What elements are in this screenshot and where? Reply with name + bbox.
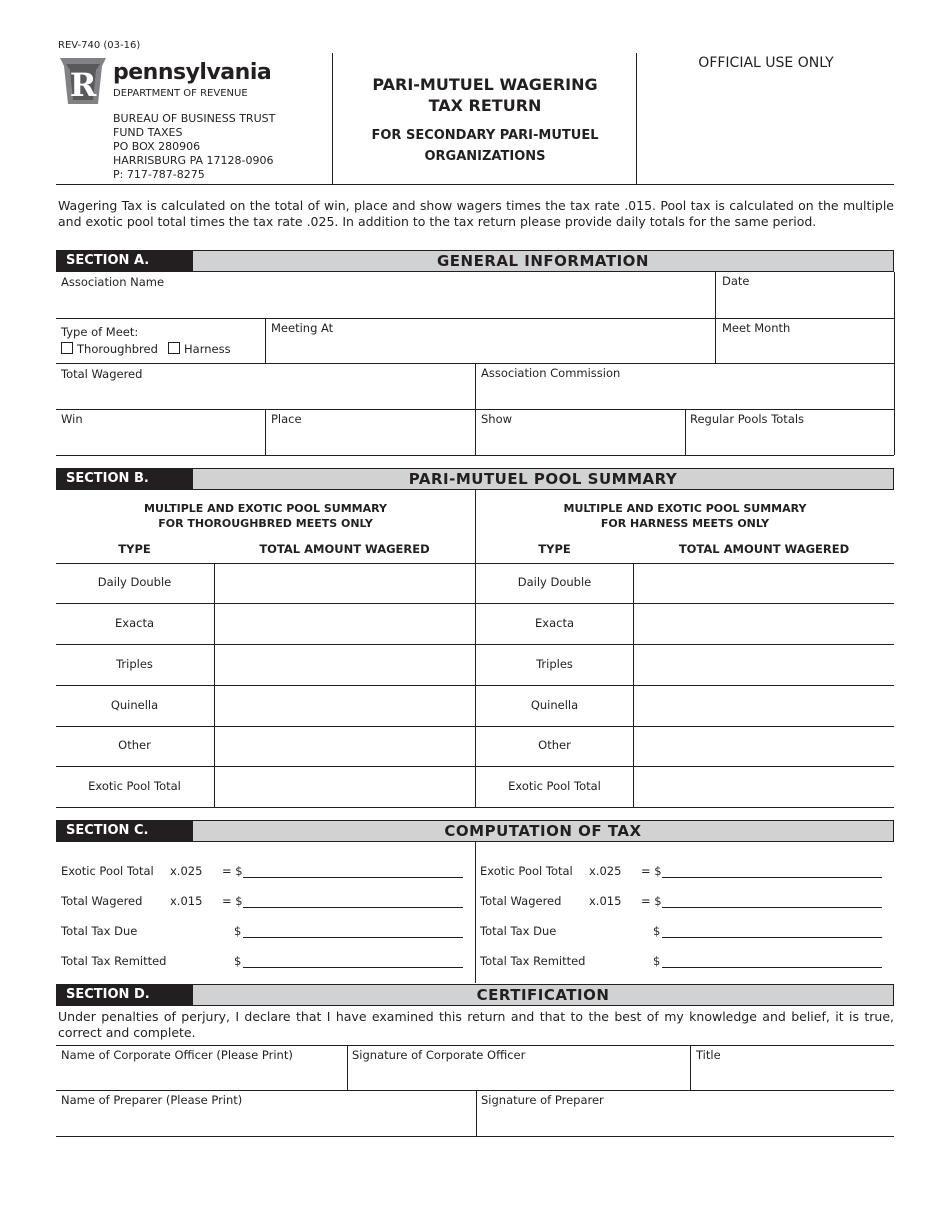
table-rule	[56, 685, 894, 686]
total-wagered-field[interactable]: Total Wagered	[61, 367, 143, 381]
section-title: GENERAL INFORMATION	[192, 250, 894, 272]
section-c-header	[56, 820, 894, 842]
field-rule	[56, 318, 894, 319]
header-divider	[332, 53, 333, 184]
pool-type-cell: Daily Double	[97, 575, 172, 589]
total-column-header: TOTAL AMOUNT WAGERED	[259, 542, 430, 556]
field-divider	[476, 1090, 477, 1136]
checkbox-icon[interactable]	[168, 342, 180, 354]
equals-dollar: = $	[641, 894, 662, 908]
dollar-sign: $	[234, 924, 242, 938]
official-use-only: OFFICIAL USE ONLY	[698, 55, 834, 71]
type-of-meet-label: Type of Meet:	[61, 325, 139, 339]
pool-type-cell: Exotic Pool Total	[508, 779, 601, 793]
pool-type-cell: Daily Double	[517, 575, 592, 589]
date-field[interactable]: Date	[722, 274, 750, 288]
address-line: PO BOX 280906	[113, 140, 201, 153]
keystone-logo-icon	[58, 58, 108, 106]
header-rule	[56, 184, 894, 185]
rate-label: x.015	[170, 894, 203, 908]
wagering-tax-input[interactable]	[662, 907, 882, 908]
show-field[interactable]: Show	[481, 412, 513, 426]
field-rule	[56, 455, 894, 456]
section-b-header	[56, 468, 894, 490]
pool-type-cell: Exacta	[115, 616, 154, 630]
instructions-text: Wagering Tax is calculated on the total of win, place and show wagers times the tax rate .015. Pool tax is calculated on the multiple and exotic pool total times the tax rate .025. In addition to the tax return please provide daily totals for the same period.	[58, 198, 894, 229]
exotic-pool-tax-input[interactable]	[662, 877, 882, 878]
total-tax-remitted-label: Total Tax Remitted	[61, 954, 167, 968]
regular-pools-totals-field[interactable]: Regular Pools Totals	[690, 412, 805, 426]
table-divider	[214, 563, 215, 807]
section-label: SECTION D.	[56, 984, 192, 1006]
total-wagered-label: Total Wagered	[61, 894, 143, 908]
equals-dollar: = $	[222, 894, 243, 908]
thoroughbred-pool-heading	[56, 501, 475, 531]
pool-type-cell: Exacta	[535, 616, 574, 630]
form-title	[334, 74, 636, 167]
field-divider	[685, 409, 686, 455]
section-label: SECTION B.	[56, 468, 192, 490]
address-line: BUREAU OF BUSINESS TRUST	[113, 112, 276, 125]
association-name-field[interactable]: Association Name	[61, 275, 165, 289]
heading-line: FOR THOROUGHBRED MEETS ONLY	[158, 517, 373, 530]
wagering-tax-input[interactable]	[243, 907, 463, 908]
harness-label: Harness	[184, 342, 231, 356]
heading-line: MULTIPLE AND EXOTIC POOL SUMMARY	[563, 502, 807, 515]
total-tax-remitted-input[interactable]	[243, 967, 463, 968]
equals-dollar: = $	[641, 864, 662, 878]
section-title: COMPUTATION OF TAX	[192, 820, 894, 842]
equals-dollar: = $	[222, 864, 243, 878]
total-tax-due-label: Total Tax Due	[61, 924, 138, 938]
rate-label: x.025	[589, 864, 622, 878]
win-field[interactable]: Win	[61, 412, 83, 426]
certification-statement: Under penalties of perjury, I declare that I have examined this return and that to the best of my knowledge and belief, it is true, correct and complete.	[58, 1009, 894, 1040]
field-rule	[56, 1045, 894, 1046]
table-rule	[56, 726, 894, 727]
section-a-header	[56, 250, 894, 272]
exotic-pool-total-label: Exotic Pool Total	[480, 864, 573, 878]
meeting-at-field[interactable]: Meeting At	[271, 321, 334, 335]
title-line: PARI-MUTUEL WAGERING	[372, 75, 598, 94]
field-divider	[690, 1045, 691, 1090]
address-line: FUND TAXES	[113, 126, 183, 139]
heading-line: FOR HARNESS MEETS ONLY	[600, 517, 770, 530]
exotic-pool-total-label: Exotic Pool Total	[61, 864, 154, 878]
type-column-header: TYPE	[538, 542, 571, 556]
address-line: HARRISBURG PA 17128-0906	[113, 154, 274, 167]
rate-label: x.025	[170, 864, 203, 878]
computation-divider	[475, 842, 476, 983]
preparer-name-field[interactable]: Name of Preparer (Please Print)	[61, 1093, 243, 1107]
address-line: P: 717-787-8275	[113, 168, 205, 181]
total-column-header: TOTAL AMOUNT WAGERED	[678, 542, 850, 556]
thoroughbred-label: Thoroughbred	[77, 342, 158, 356]
section-d-header	[56, 984, 894, 1006]
type-column-header: TYPE	[118, 542, 151, 556]
thoroughbred-checkbox[interactable]	[61, 342, 158, 356]
pool-type-cell: Triples	[536, 657, 573, 671]
title-field[interactable]: Title	[696, 1048, 721, 1062]
pool-type-cell: Quinella	[530, 698, 579, 712]
exotic-pool-tax-input[interactable]	[243, 877, 463, 878]
total-wagered-label: Total Wagered	[480, 894, 562, 908]
table-rule	[56, 644, 894, 645]
field-divider	[894, 272, 895, 455]
officer-signature-field[interactable]: Signature of Corporate Officer	[352, 1048, 526, 1062]
state-wordmark: pennsylvania	[113, 60, 272, 85]
form-code: REV-740 (03-16)	[58, 40, 141, 51]
pool-type-cell: Quinella	[110, 698, 159, 712]
field-divider	[347, 1045, 348, 1090]
pool-type-cell: Other	[538, 738, 571, 752]
field-divider	[265, 318, 266, 363]
dollar-sign: $	[234, 954, 242, 968]
table-rule	[56, 766, 894, 767]
mailing-address	[113, 112, 275, 182]
field-divider	[265, 409, 266, 455]
heading-line: MULTIPLE AND EXOTIC POOL SUMMARY	[144, 502, 387, 515]
department-name: DEPARTMENT OF REVENUE	[113, 88, 248, 99]
total-tax-remitted-label: Total Tax Remitted	[480, 954, 586, 968]
field-rule	[56, 409, 894, 410]
table-rule	[56, 603, 894, 604]
pool-type-cell: Triples	[116, 657, 153, 671]
pool-type-cell: Exotic Pool Total	[88, 779, 181, 793]
section-label: SECTION C.	[56, 820, 192, 842]
table-divider	[633, 563, 634, 807]
field-rule	[56, 1136, 894, 1137]
preparer-signature-field[interactable]: Signature of Preparer	[481, 1093, 604, 1107]
section-title: PARI-MUTUEL POOL SUMMARY	[192, 468, 894, 490]
subtitle-line: ORGANIZATIONS	[424, 149, 546, 164]
officer-name-field[interactable]: Name of Corporate Officer (Please Print)	[61, 1048, 293, 1062]
checkbox-icon[interactable]	[61, 342, 73, 354]
harness-pool-heading	[476, 501, 894, 531]
section-label: SECTION A.	[56, 250, 192, 272]
section-title: CERTIFICATION	[192, 984, 894, 1006]
total-tax-due-input[interactable]	[243, 937, 463, 938]
association-commission-field[interactable]: Association Commission	[481, 366, 621, 380]
pool-column-divider	[475, 490, 476, 808]
subtitle-line: FOR SECONDARY PARI-MUTUEL	[371, 128, 599, 143]
dollar-sign: $	[653, 924, 661, 938]
header-divider	[636, 53, 637, 184]
field-rule	[56, 1090, 894, 1091]
meet-month-field[interactable]: Meet Month	[722, 321, 791, 335]
dollar-sign: $	[653, 954, 661, 968]
rate-label: x.015	[589, 894, 622, 908]
table-rule	[56, 563, 894, 564]
total-tax-due-input[interactable]	[662, 937, 882, 938]
title-line: TAX RETURN	[428, 96, 542, 115]
table-rule	[56, 807, 894, 808]
pool-type-cell: Other	[118, 738, 151, 752]
total-tax-due-label: Total Tax Due	[480, 924, 557, 938]
place-field[interactable]: Place	[271, 412, 302, 426]
form-subtitle	[334, 125, 636, 167]
logo-letter: R	[69, 66, 97, 104]
harness-checkbox[interactable]	[168, 342, 231, 356]
total-tax-remitted-input[interactable]	[662, 967, 882, 968]
